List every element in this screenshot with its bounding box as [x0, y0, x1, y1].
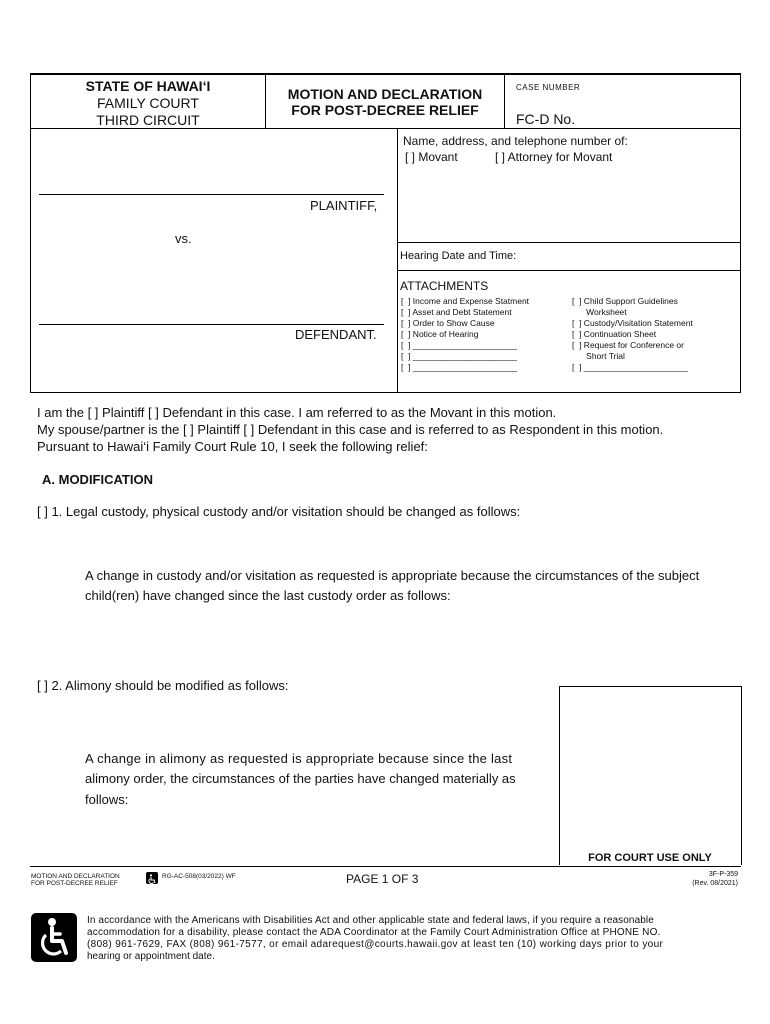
footer-form-number: 3F-P-359	[708, 871, 738, 878]
footer-rule	[30, 866, 741, 867]
ada-notice-line-2: accommodation for a disability, please contact the ADA Coordinator at the Family Court Administration Office at PHONE NO.	[87, 927, 661, 938]
form-title-line2: FOR POST-DECREE RELIEF	[291, 102, 479, 118]
footer-form-name-2: FOR POST-DECREE RELIEF	[31, 880, 118, 887]
vs-label: vs.	[175, 231, 192, 246]
attachment-checkbox-other-1[interactable]: [ ] ______________________	[401, 340, 517, 350]
footer-form-name-1: MOTION AND DECLARATION	[31, 873, 120, 880]
attachment-checkbox-other-2[interactable]: [ ] ______________________	[401, 351, 517, 361]
wheelchair-small-icon	[146, 872, 158, 884]
form-right-border	[740, 73, 741, 393]
court-use-box	[559, 686, 742, 865]
caption-bottom-border	[30, 392, 741, 393]
defendant-label: DEFENDANT.	[295, 327, 377, 342]
item-1-reason-line-1: A change in custody and/or visitation as requested is appropriate because the circumstances of the subject	[85, 568, 700, 583]
wheelchair-icon	[31, 913, 77, 962]
item-2-alimony-checkbox[interactable]: [ ] 2. Alimony should be modified as follows:	[37, 678, 289, 693]
court-name: FAMILY COURT	[97, 95, 199, 111]
footer-form-code: RG-AC-508(03/2022) WF	[162, 873, 236, 880]
attachment-checkbox-continuation[interactable]: [ ] Continuation Sheet	[572, 329, 657, 339]
hearing-top-border	[397, 242, 741, 243]
item-1-custody-checkbox[interactable]: [ ] 1. Legal custody, physical custody and/or visitation should be changed as follows:	[37, 504, 521, 519]
item-2-reason-line-2: alimony order, the circumstances of the parties have changed materially as	[85, 771, 516, 786]
attachments-title: ATTACHMENTS	[400, 279, 489, 293]
circuit-name: THIRD CIRCUIT	[96, 112, 200, 128]
attachment-child-support-cont: Worksheet	[572, 307, 627, 317]
attachment-checkbox-other-3[interactable]: [ ] ______________________	[401, 362, 517, 372]
footer-revision: (Rev. 08/2021)	[692, 880, 738, 887]
ada-notice-line-4: hearing or appointment date.	[87, 951, 215, 962]
defendant-name-line[interactable]	[39, 324, 384, 325]
attachments-top-border	[397, 270, 741, 271]
attachment-checkbox-conference[interactable]: [ ] Request for Conference or	[572, 340, 684, 350]
form-top-border	[30, 73, 741, 75]
contact-label: Name, address, and telephone number of:	[403, 134, 628, 148]
intro-line-3: Pursuant to Hawai‘i Family Court Rule 10, I seek the following relief:	[37, 439, 428, 454]
item-1-reason-line-2: child(ren) have changed since the last custody order as follows:	[85, 588, 451, 603]
ada-notice-line-1: In accordance with the Americans with Disabilities Act and other applicable state and federal laws, if you require a reasonable	[87, 915, 654, 926]
case-number-label: CASE NUMBER	[516, 83, 581, 92]
case-number-value[interactable]: FC-D No.	[516, 111, 576, 127]
caption-divider	[397, 128, 398, 393]
attachment-conference-cont: Short Trial	[572, 351, 625, 361]
plaintiff-label: PLAINTIFF,	[310, 198, 378, 213]
plaintiff-name-line[interactable]	[39, 194, 384, 195]
attachment-checkbox-notice[interactable]: [ ] Notice of Hearing	[401, 329, 479, 339]
footer-page-number: PAGE 1 OF 3	[346, 872, 419, 886]
item-2-reason-line-3: follows:	[85, 792, 129, 807]
header-divider-2	[504, 73, 505, 128]
intro-line-1: I am the [ ] Plaintiff [ ] Defendant in this case. I am referred to as the Movant in this motion.	[37, 405, 557, 420]
ada-notice-line-3: (808) 961-7629, FAX (808) 961-7577, or email adarequest@courts.hawaii.gov at least ten (10) working days prior to your	[87, 939, 664, 950]
hearing-label: Hearing Date and Time:	[400, 250, 517, 262]
court-use-label: FOR COURT USE ONLY	[588, 852, 712, 864]
attorney-checkbox[interactable]: [ ] Attorney for Movant	[495, 150, 613, 164]
section-a-heading: A. MODIFICATION	[42, 472, 153, 487]
attachments-right-list	[572, 296, 737, 373]
attachment-checkbox-income[interactable]: [ ] Income and Expense Statment	[401, 296, 530, 306]
state-name: STATE OF HAWAI‘I	[85, 78, 211, 94]
attachment-checkbox-osc[interactable]: [ ] Order to Show Cause	[401, 318, 495, 328]
item-2-reason-line-1: A change in alimony as requested is appropriate because since the last	[85, 751, 513, 766]
form-title-line1: MOTION AND DECLARATION	[287, 86, 483, 102]
attachment-checkbox-custody[interactable]: [ ] Custody/Visitation Statement	[572, 318, 693, 328]
header-bottom-border	[30, 128, 741, 129]
attachment-checkbox-other-right[interactable]: [ ] ______________________	[572, 362, 688, 372]
intro-line-2: My spouse/partner is the [ ] Plaintiff [ ] Defendant in this case and is referred to as Respondent in this motion.	[37, 422, 664, 437]
attachments-left-list	[401, 296, 571, 373]
attachment-checkbox-asset[interactable]: [ ] Asset and Debt Statement	[401, 307, 512, 317]
attachment-checkbox-child-support[interactable]: [ ] Child Support Guidelines	[572, 296, 678, 306]
movant-checkbox[interactable]: [ ] Movant	[405, 150, 458, 164]
